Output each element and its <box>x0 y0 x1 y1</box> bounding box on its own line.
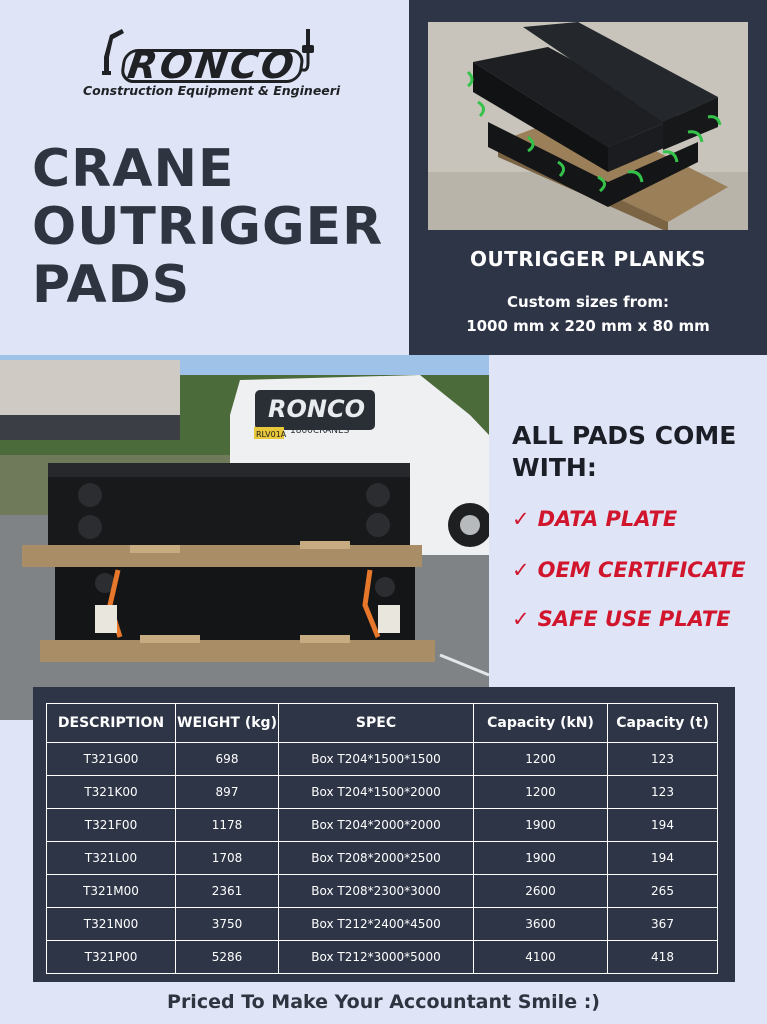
table-cell: Box T204*2000*2000 <box>279 809 474 842</box>
table-cell: 265 <box>608 875 718 908</box>
title-line: CRANE <box>32 139 235 199</box>
table-cell: Box T204*1500*1500 <box>279 743 474 776</box>
planks-size-value: 1000 mm x 220 mm x 80 mm <box>466 317 710 335</box>
logo-wordmark: RONCO <box>124 43 300 87</box>
planks-size-label: Custom sizes from: <box>507 293 669 311</box>
table-cell: T321F00 <box>47 809 176 842</box>
table-cell: Box T208*2000*2500 <box>279 842 474 875</box>
table-cell: 1200 <box>474 776 608 809</box>
table-cell: Box T212*3000*5000 <box>279 941 474 974</box>
spec-table-panel <box>33 687 735 982</box>
table-cell: 1900 <box>474 842 608 875</box>
table-row <box>47 908 718 941</box>
title-line: PADS <box>32 255 191 315</box>
table-header-row <box>47 704 718 743</box>
feature-safe-use-plate <box>512 607 731 631</box>
feature-oem-certificate <box>512 558 746 582</box>
table-cell: 367 <box>608 908 718 941</box>
table-row <box>47 941 718 974</box>
ronco-logo <box>83 25 341 105</box>
table-cell: Box T212*2400*4500 <box>279 908 474 941</box>
crane-pads-photo <box>0 355 489 720</box>
feature-label: OEM CERTIFICATE <box>537 558 746 582</box>
table-cell: 1200 <box>474 743 608 776</box>
includes-heading <box>512 420 752 484</box>
table-cell: 194 <box>608 842 718 875</box>
van-brand: RONCO <box>268 395 365 423</box>
table-cell: 2600 <box>474 875 608 908</box>
column-header: WEIGHT (kg) <box>176 704 279 743</box>
column-header: Capacity (t) <box>608 704 718 743</box>
table-cell: Box T208*2300*3000 <box>279 875 474 908</box>
table-cell: 3600 <box>474 908 608 941</box>
feature-data-plate <box>512 507 677 531</box>
table-cell: T321M00 <box>47 875 176 908</box>
table-cell: T321N00 <box>47 908 176 941</box>
table-cell: 1178 <box>176 809 279 842</box>
table-cell: Box T204*1500*2000 <box>279 776 474 809</box>
table-cell: 2361 <box>176 875 279 908</box>
table-cell: 4100 <box>474 941 608 974</box>
table-row <box>47 776 718 809</box>
checkmark-icon: ✓ <box>512 558 530 582</box>
outrigger-planks-photo <box>428 22 748 230</box>
table-cell: 3750 <box>176 908 279 941</box>
table-cell: 1900 <box>474 809 608 842</box>
table-cell: 698 <box>176 743 279 776</box>
crane-hook-icon <box>296 29 320 79</box>
table-cell: 897 <box>176 776 279 809</box>
footer-tagline: Priced To Make Your Accountant Smile :) <box>167 991 600 1013</box>
table-row <box>47 875 718 908</box>
van-phone: 1800CRANES <box>290 426 350 436</box>
planks-size-info <box>409 290 767 338</box>
table-cell: T321P00 <box>47 941 176 974</box>
table-cell: 1708 <box>176 842 279 875</box>
table-row <box>47 809 718 842</box>
title-line: OUTRIGGER <box>32 197 384 257</box>
table-cell: 194 <box>608 809 718 842</box>
checkmark-icon: ✓ <box>512 607 530 631</box>
table-cell: 418 <box>608 941 718 974</box>
table-row <box>47 842 718 875</box>
table-cell: 123 <box>608 743 718 776</box>
column-header: SPEC <box>279 704 474 743</box>
table-cell: T321G00 <box>47 743 176 776</box>
planks-title: OUTRIGGER PLANKS <box>469 247 707 271</box>
spec-table <box>46 703 718 974</box>
table-cell: 5286 <box>176 941 279 974</box>
page-title <box>32 140 402 314</box>
table-cell: 123 <box>608 776 718 809</box>
table-cell: T321K00 <box>47 776 176 809</box>
checkmark-icon: ✓ <box>512 507 530 531</box>
table-row <box>47 743 718 776</box>
feature-label: SAFE USE PLATE <box>537 607 731 631</box>
feature-label: DATA PLATE <box>537 507 678 531</box>
column-header: Capacity (kN) <box>474 704 608 743</box>
column-header: DESCRIPTION <box>47 704 176 743</box>
includes-heading-line: ALL PADS COME <box>512 421 737 450</box>
table-cell: T321L00 <box>47 842 176 875</box>
logo-tagline: Construction Equipment & Engineeri <box>83 83 341 98</box>
van-plate: RLV01A <box>256 430 287 439</box>
includes-heading-line: WITH: <box>512 453 597 482</box>
